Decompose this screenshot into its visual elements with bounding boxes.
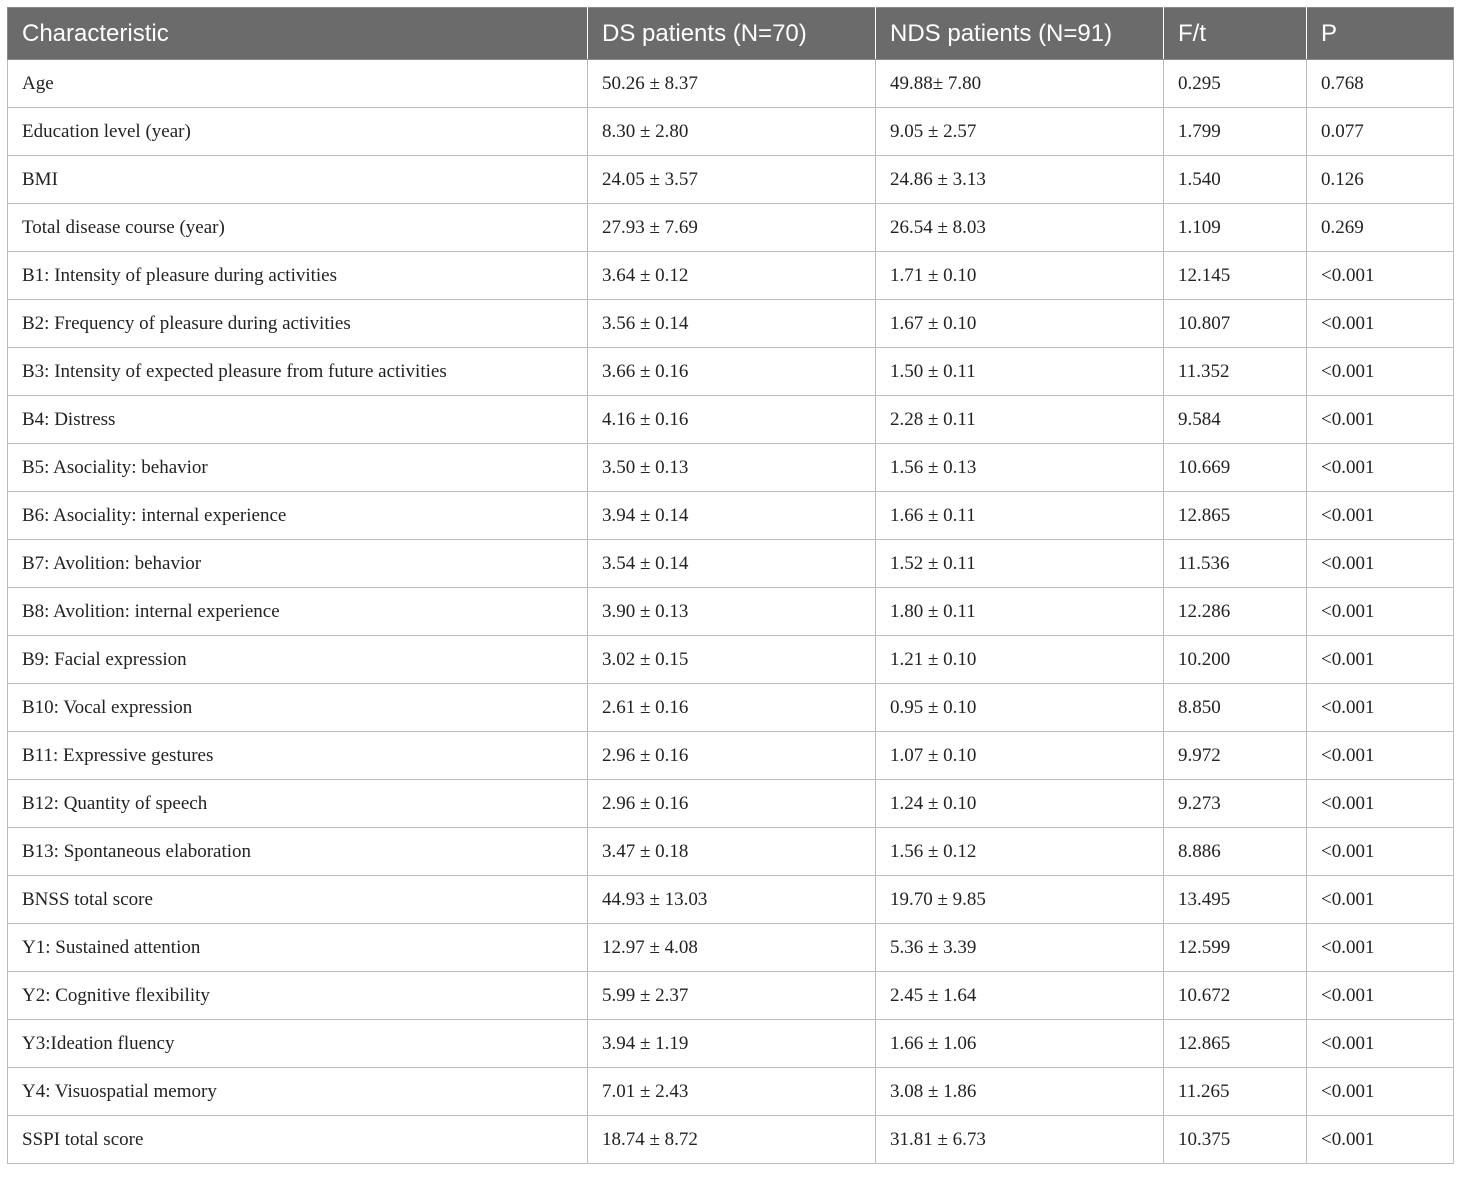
header-ds-patients: DS patients (N=70) xyxy=(588,8,876,60)
cell-f-t: 10.375 xyxy=(1164,1116,1307,1164)
cell-f-t: 1.799 xyxy=(1164,108,1307,156)
cell-f-t: 10.200 xyxy=(1164,636,1307,684)
table-row xyxy=(8,156,1454,204)
cell-ds-value: 7.01 ± 2.43 xyxy=(588,1068,876,1116)
cell-f-t: 11.352 xyxy=(1164,348,1307,396)
cell-p: <0.001 xyxy=(1307,588,1454,636)
cell-p: 0.768 xyxy=(1307,60,1454,108)
cell-characteristic: B13: Spontaneous elaboration xyxy=(8,828,588,876)
cell-ds-value: 3.56 ± 0.14 xyxy=(588,300,876,348)
cell-nds-value: 9.05 ± 2.57 xyxy=(876,108,1164,156)
cell-ds-value: 2.96 ± 0.16 xyxy=(588,732,876,780)
table-row xyxy=(8,300,1454,348)
cell-characteristic: Y4: Visuospatial memory xyxy=(8,1068,588,1116)
cell-p: <0.001 xyxy=(1307,348,1454,396)
cell-characteristic: B12: Quantity of speech xyxy=(8,780,588,828)
cell-p: <0.001 xyxy=(1307,828,1454,876)
cell-characteristic: B11: Expressive gestures xyxy=(8,732,588,780)
table-row xyxy=(8,1068,1454,1116)
cell-p: <0.001 xyxy=(1307,252,1454,300)
cell-f-t: 12.865 xyxy=(1164,1020,1307,1068)
cell-ds-value: 3.94 ± 0.14 xyxy=(588,492,876,540)
table-row xyxy=(8,444,1454,492)
cell-characteristic: BNSS total score xyxy=(8,876,588,924)
cell-p: <0.001 xyxy=(1307,540,1454,588)
cell-f-t: 9.584 xyxy=(1164,396,1307,444)
table-row xyxy=(8,1020,1454,1068)
cell-f-t: 8.886 xyxy=(1164,828,1307,876)
cell-p: <0.001 xyxy=(1307,636,1454,684)
cell-f-t: 13.495 xyxy=(1164,876,1307,924)
cell-f-t: 10.669 xyxy=(1164,444,1307,492)
cell-ds-value: 3.54 ± 0.14 xyxy=(588,540,876,588)
cell-p: 0.269 xyxy=(1307,204,1454,252)
table-body xyxy=(8,60,1454,1164)
cell-characteristic: Total disease course (year) xyxy=(8,204,588,252)
table-row xyxy=(8,396,1454,444)
cell-ds-value: 8.30 ± 2.80 xyxy=(588,108,876,156)
cell-characteristic: B2: Frequency of pleasure during activities xyxy=(8,300,588,348)
cell-nds-value: 31.81 ± 6.73 xyxy=(876,1116,1164,1164)
cell-nds-value: 1.56 ± 0.12 xyxy=(876,828,1164,876)
cell-characteristic: Y1: Sustained attention xyxy=(8,924,588,972)
cell-ds-value: 3.94 ± 1.19 xyxy=(588,1020,876,1068)
cell-characteristic: B6: Asociality: internal experience xyxy=(8,492,588,540)
cell-nds-value: 1.24 ± 0.10 xyxy=(876,780,1164,828)
cell-p: <0.001 xyxy=(1307,780,1454,828)
cell-f-t: 11.536 xyxy=(1164,540,1307,588)
header-nds-patients: NDS patients (N=91) xyxy=(876,8,1164,60)
cell-nds-value: 0.95 ± 0.10 xyxy=(876,684,1164,732)
cell-characteristic: B3: Intensity of expected pleasure from future activities xyxy=(8,348,588,396)
table-container xyxy=(7,7,1454,1164)
table-row xyxy=(8,684,1454,732)
cell-characteristic: B5: Asociality: behavior xyxy=(8,444,588,492)
cell-ds-value: 2.96 ± 0.16 xyxy=(588,780,876,828)
cell-nds-value: 1.50 ± 0.11 xyxy=(876,348,1164,396)
cell-characteristic: Education level (year) xyxy=(8,108,588,156)
cell-ds-value: 27.93 ± 7.69 xyxy=(588,204,876,252)
cell-p: <0.001 xyxy=(1307,876,1454,924)
cell-ds-value: 3.90 ± 0.13 xyxy=(588,588,876,636)
cell-f-t: 1.109 xyxy=(1164,204,1307,252)
cell-ds-value: 24.05 ± 3.57 xyxy=(588,156,876,204)
table-row xyxy=(8,204,1454,252)
cell-nds-value: 1.52 ± 0.11 xyxy=(876,540,1164,588)
cell-nds-value: 1.21 ± 0.10 xyxy=(876,636,1164,684)
cell-p: <0.001 xyxy=(1307,972,1454,1020)
cell-f-t: 0.295 xyxy=(1164,60,1307,108)
cell-nds-value: 49.88± 7.80 xyxy=(876,60,1164,108)
table-row xyxy=(8,924,1454,972)
data-table xyxy=(7,7,1454,1164)
table-row xyxy=(8,588,1454,636)
cell-p: <0.001 xyxy=(1307,1116,1454,1164)
cell-nds-value: 19.70 ± 9.85 xyxy=(876,876,1164,924)
cell-nds-value: 1.67 ± 0.10 xyxy=(876,300,1164,348)
table-row xyxy=(8,540,1454,588)
cell-p: <0.001 xyxy=(1307,300,1454,348)
cell-f-t: 9.273 xyxy=(1164,780,1307,828)
table-row xyxy=(8,1116,1454,1164)
cell-p: <0.001 xyxy=(1307,1020,1454,1068)
table-row xyxy=(8,492,1454,540)
table-row xyxy=(8,60,1454,108)
cell-nds-value: 2.45 ± 1.64 xyxy=(876,972,1164,1020)
cell-p: <0.001 xyxy=(1307,732,1454,780)
cell-ds-value: 44.93 ± 13.03 xyxy=(588,876,876,924)
cell-ds-value: 3.50 ± 0.13 xyxy=(588,444,876,492)
table-row xyxy=(8,732,1454,780)
cell-ds-value: 50.26 ± 8.37 xyxy=(588,60,876,108)
cell-characteristic: B9: Facial expression xyxy=(8,636,588,684)
cell-nds-value: 1.66 ± 1.06 xyxy=(876,1020,1164,1068)
cell-characteristic: B8: Avolition: internal experience xyxy=(8,588,588,636)
cell-f-t: 12.286 xyxy=(1164,588,1307,636)
cell-nds-value: 3.08 ± 1.86 xyxy=(876,1068,1164,1116)
cell-f-t: 12.599 xyxy=(1164,924,1307,972)
cell-p: <0.001 xyxy=(1307,1068,1454,1116)
cell-f-t: 12.145 xyxy=(1164,252,1307,300)
cell-p: <0.001 xyxy=(1307,684,1454,732)
table-row xyxy=(8,876,1454,924)
cell-ds-value: 12.97 ± 4.08 xyxy=(588,924,876,972)
cell-f-t: 8.850 xyxy=(1164,684,1307,732)
cell-nds-value: 1.66 ± 0.11 xyxy=(876,492,1164,540)
table-row xyxy=(8,828,1454,876)
cell-p: <0.001 xyxy=(1307,924,1454,972)
table-header xyxy=(8,8,1454,60)
cell-p: <0.001 xyxy=(1307,492,1454,540)
cell-ds-value: 3.47 ± 0.18 xyxy=(588,828,876,876)
cell-p: 0.126 xyxy=(1307,156,1454,204)
cell-ds-value: 5.99 ± 2.37 xyxy=(588,972,876,1020)
cell-nds-value: 24.86 ± 3.13 xyxy=(876,156,1164,204)
cell-f-t: 1.540 xyxy=(1164,156,1307,204)
cell-nds-value: 26.54 ± 8.03 xyxy=(876,204,1164,252)
table-row xyxy=(8,780,1454,828)
cell-characteristic: Y2: Cognitive flexibility xyxy=(8,972,588,1020)
cell-ds-value: 4.16 ± 0.16 xyxy=(588,396,876,444)
cell-p: 0.077 xyxy=(1307,108,1454,156)
cell-ds-value: 3.66 ± 0.16 xyxy=(588,348,876,396)
header-f-t: F/t xyxy=(1164,8,1307,60)
cell-characteristic: B7: Avolition: behavior xyxy=(8,540,588,588)
cell-characteristic: B4: Distress xyxy=(8,396,588,444)
header-p: P xyxy=(1307,8,1454,60)
cell-ds-value: 2.61 ± 0.16 xyxy=(588,684,876,732)
cell-nds-value: 1.56 ± 0.13 xyxy=(876,444,1164,492)
cell-nds-value: 1.80 ± 0.11 xyxy=(876,588,1164,636)
cell-ds-value: 18.74 ± 8.72 xyxy=(588,1116,876,1164)
cell-p: <0.001 xyxy=(1307,396,1454,444)
table-row xyxy=(8,252,1454,300)
table-row xyxy=(8,108,1454,156)
cell-f-t: 11.265 xyxy=(1164,1068,1307,1116)
cell-characteristic: B10: Vocal expression xyxy=(8,684,588,732)
header-row xyxy=(8,8,1454,60)
cell-p: <0.001 xyxy=(1307,444,1454,492)
cell-f-t: 10.672 xyxy=(1164,972,1307,1020)
cell-nds-value: 1.07 ± 0.10 xyxy=(876,732,1164,780)
table-row xyxy=(8,348,1454,396)
cell-nds-value: 5.36 ± 3.39 xyxy=(876,924,1164,972)
cell-ds-value: 3.64 ± 0.12 xyxy=(588,252,876,300)
cell-f-t: 12.865 xyxy=(1164,492,1307,540)
header-characteristic: Characteristic xyxy=(8,8,588,60)
cell-f-t: 10.807 xyxy=(1164,300,1307,348)
cell-characteristic: SSPI total score xyxy=(8,1116,588,1164)
cell-nds-value: 2.28 ± 0.11 xyxy=(876,396,1164,444)
cell-characteristic: BMI xyxy=(8,156,588,204)
cell-nds-value: 1.71 ± 0.10 xyxy=(876,252,1164,300)
cell-f-t: 9.972 xyxy=(1164,732,1307,780)
cell-characteristic: Age xyxy=(8,60,588,108)
table-row xyxy=(8,972,1454,1020)
table-row xyxy=(8,636,1454,684)
cell-ds-value: 3.02 ± 0.15 xyxy=(588,636,876,684)
cell-characteristic: B1: Intensity of pleasure during activities xyxy=(8,252,588,300)
cell-characteristic: Y3:Ideation fluency xyxy=(8,1020,588,1068)
